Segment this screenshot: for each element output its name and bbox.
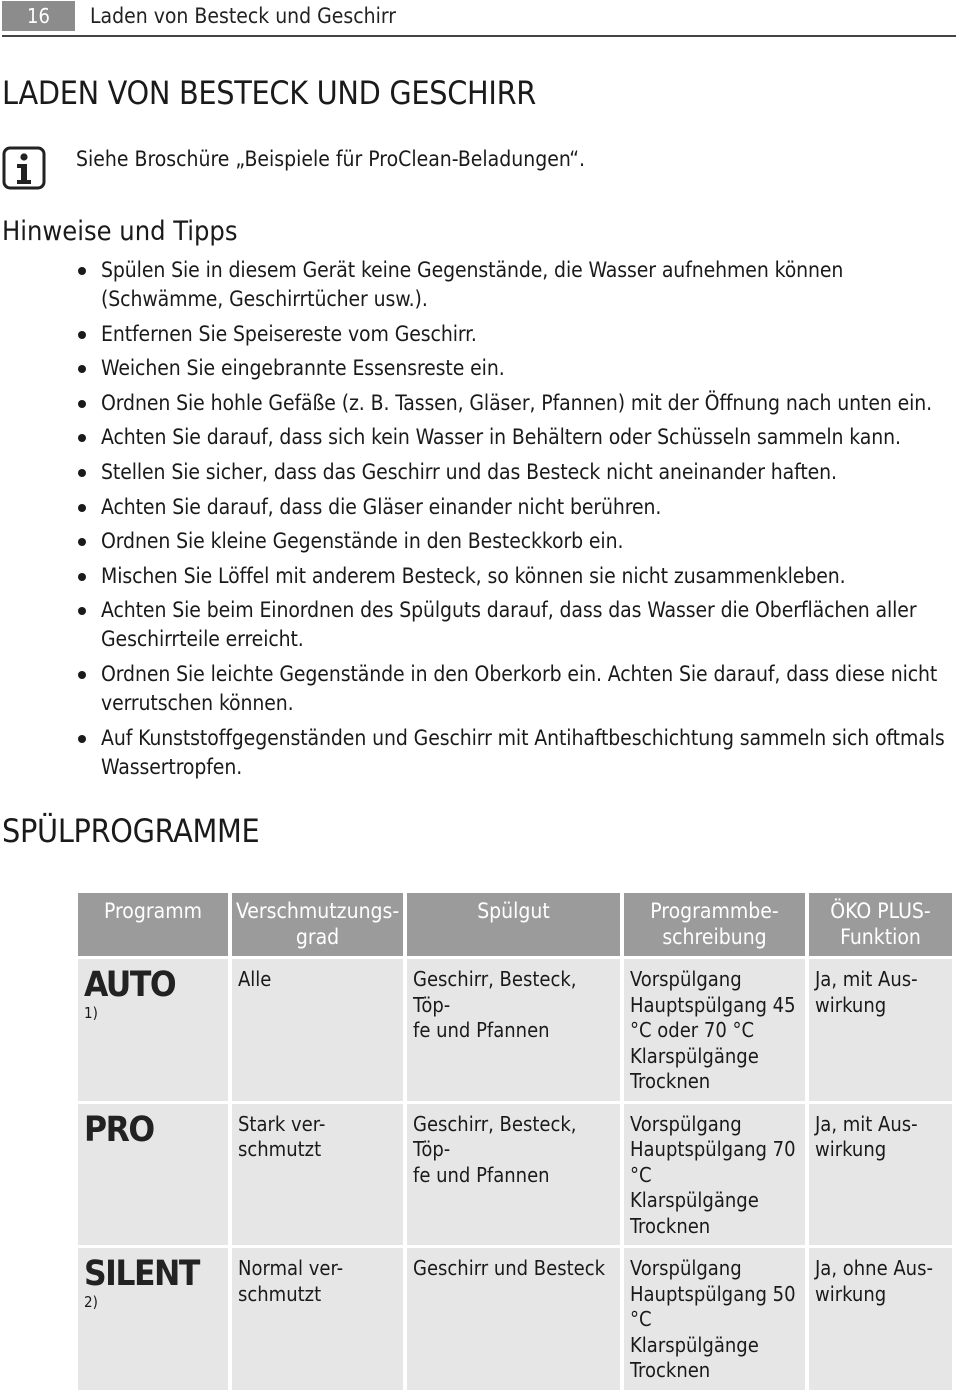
col-header-eco: ÖKO PLUS- Funktion [809, 893, 952, 956]
program-cell [78, 959, 228, 1101]
section-title-programs: SPÜLPROGRAMME [2, 812, 260, 850]
tip-item: Achten Sie beim Einordnen des Spülguts darauf, dass das Wasser die Oberflächen aller Geschirrteile erreicht. [78, 596, 953, 654]
tip-item: Mischen Sie Löffel mit anderem Besteck, so können sie nicht zusammenkleben. [78, 562, 953, 591]
tip-item: Achten Sie darauf, dass die Gläser einander nicht berühren. [78, 493, 953, 522]
table-header-row [78, 893, 952, 956]
tip-item: Ordnen Sie hohle Gefäße (z. B. Tassen, Gläser, Pfannen) mit der Öffnung nach unten ein. [78, 389, 953, 418]
description-cell: Vorspülgang Hauptspülgang 45 °C oder 70 °C Klarspülgänge Trocknen [624, 959, 805, 1101]
program-name-auto: AUTO [84, 965, 176, 1005]
tip-item: Ordnen Sie kleine Gegenstände in den Besteckkorb ein. [78, 527, 953, 556]
running-title: Laden von Besteck und Geschirr [90, 4, 397, 28]
table-row [78, 1248, 952, 1390]
page-number: 16 [2, 1, 75, 31]
header-divider [2, 35, 956, 37]
page-header [0, 0, 960, 36]
tip-item: Weichen Sie eingebrannte Essensreste ein. [78, 354, 953, 383]
description-cell: Vorspülgang Hauptspülgang 50 °C Klarspülgänge Trocknen [624, 1248, 805, 1390]
table-row [78, 1104, 952, 1246]
section-title-loading: LADEN VON BESTECK UND GESCHIRR [2, 74, 537, 112]
col-header-program: Programm [78, 893, 228, 956]
tip-item: Entfernen Sie Speisereste vom Geschirr. [78, 320, 953, 349]
col-header-load: Spülgut [407, 893, 620, 956]
program-table [74, 890, 956, 1393]
eco-cell: Ja, mit Aus- wirkung [809, 959, 952, 1101]
program-cell [78, 1104, 228, 1246]
eco-cell: Ja, mit Aus- wirkung [809, 1104, 952, 1246]
info-icon [2, 146, 46, 190]
table-row [78, 959, 952, 1101]
tip-item: Auf Kunststoffgegenständen und Geschirr mit Antihaftbeschichtung sammeln sich oftmals Wassertropfen. [78, 724, 953, 782]
info-note: Siehe Broschüre „Beispiele für ProClean-Beladungen“. [76, 147, 586, 171]
footnote-marker: 2) [84, 1293, 98, 1311]
subtitle-tips: Hinweise und Tipps [2, 216, 238, 247]
col-header-soiling: Verschmutzungs- grad [232, 893, 403, 956]
load-cell: Geschirr und Besteck [407, 1248, 620, 1390]
soiling-cell: Stark ver- schmutzt [232, 1104, 403, 1246]
program-name-pro: PRO [84, 1109, 154, 1150]
tip-item: Spülen Sie in diesem Gerät keine Gegenstände, die Wasser aufnehmen können (Schwämme, Geschirrtücher usw.). [78, 256, 953, 314]
soiling-cell: Normal ver- schmutzt [232, 1248, 403, 1390]
tip-item: Ordnen Sie leichte Gegenstände in den Oberkorb ein. Achten Sie darauf, dass diese nicht verrutschen können. [78, 660, 953, 718]
tip-item: Stellen Sie sicher, dass das Geschirr und das Besteck nicht aneinander haften. [78, 458, 953, 487]
tip-item: Achten Sie darauf, dass sich kein Wasser in Behältern oder Schüsseln sammeln kann. [78, 423, 953, 452]
soiling-cell: Alle [232, 959, 403, 1101]
footnote-marker: 1) [84, 1004, 98, 1022]
program-name-silent: SILENT [84, 1254, 199, 1294]
description-cell: Vorspülgang Hauptspülgang 70 °C Klarspülgänge Trocknen [624, 1104, 805, 1246]
col-header-description: Programmbe- schreibung [624, 893, 805, 956]
program-cell [78, 1248, 228, 1390]
eco-cell: Ja, ohne Aus- wirkung [809, 1248, 952, 1390]
tips-list [78, 256, 953, 787]
load-cell: Geschirr, Besteck, Töp- fe und Pfannen [407, 1104, 620, 1246]
load-cell: Geschirr, Besteck, Töp- fe und Pfannen [407, 959, 620, 1101]
